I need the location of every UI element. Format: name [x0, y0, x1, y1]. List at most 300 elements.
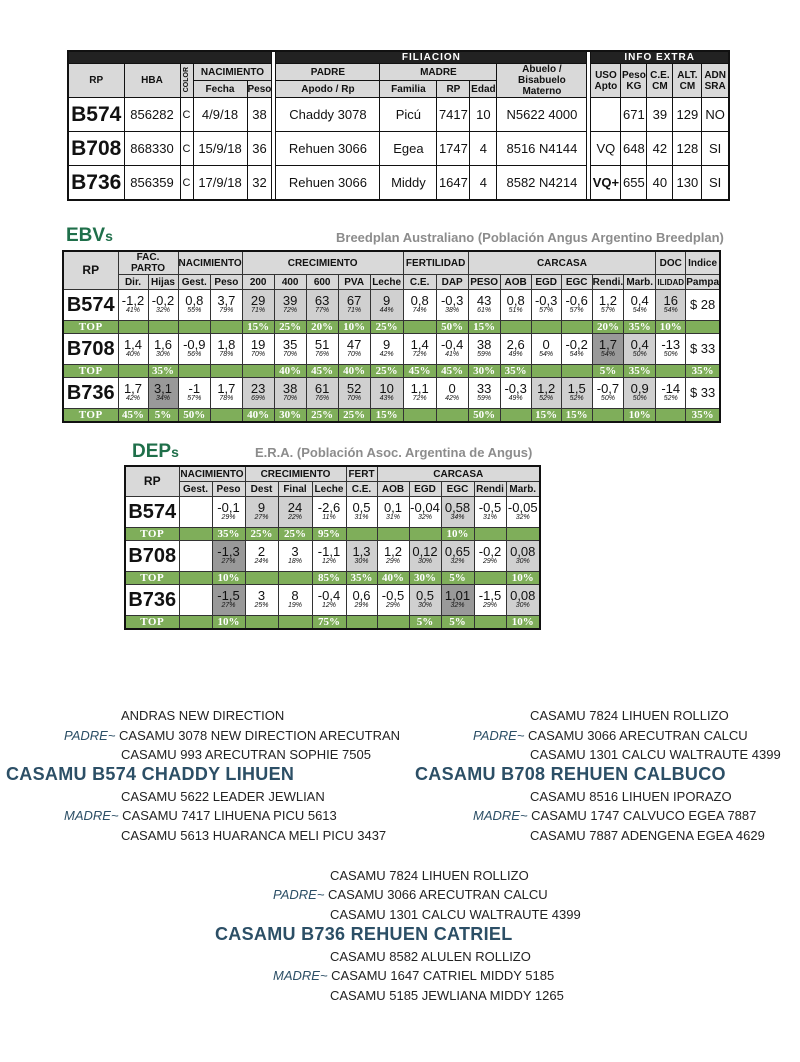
ebv-top-value: [656, 409, 686, 423]
ebv-top-value: [561, 321, 592, 334]
dep-value-cell: [377, 585, 409, 616]
dep-col-0: Gest.: [179, 482, 212, 497]
dep-value: 0,5: [415, 588, 435, 603]
ebv-top-value: 20%: [306, 321, 338, 334]
dep-accuracy: 29%: [482, 558, 497, 565]
ebv-value-cell: [242, 378, 274, 409]
dep-top-value: 5%: [441, 616, 474, 630]
ebv-value-cell: [500, 378, 531, 409]
ebv-value-cell: [148, 334, 178, 365]
b574-dam-line: [64, 808, 337, 823]
b574-sire-line: [64, 728, 400, 743]
ebv-top-value: 25%: [370, 321, 403, 334]
dep-value-cell: [474, 585, 506, 616]
ebv-accuracy: 32%: [155, 307, 170, 314]
ebv-value-cell: [118, 378, 148, 409]
ebv-accuracy: 57%: [539, 307, 554, 314]
b574-name: CASAMU B574 CHADDY LIHUEN: [6, 764, 295, 784]
ebv-accuracy: 40%: [125, 351, 140, 358]
ebv-accuracy: 57%: [187, 395, 202, 402]
ebv-accuracy: 41%: [445, 351, 460, 358]
dep-top-value: 35%: [346, 572, 377, 585]
ebv-value: 63: [314, 293, 330, 308]
cell-adn: SI: [702, 132, 729, 166]
ebv-accuracy: 79%: [219, 307, 234, 314]
ebv-accuracy: 70%: [283, 395, 298, 402]
dep-col-2: Dest: [245, 482, 278, 497]
ebv-col-15: Rendi.: [592, 276, 624, 288]
dep-top-value: [278, 616, 312, 630]
dep-accuracy: 32%: [450, 602, 465, 609]
ebv-value-cell: [592, 290, 624, 321]
ebv-col-14: EGC: [561, 275, 592, 290]
col-color: COLOR: [180, 64, 193, 98]
ebv-accuracy: 54%: [632, 307, 647, 314]
dep-accuracy: 29%: [354, 602, 369, 609]
ebv-value-cell: [211, 290, 243, 321]
ebv-value-cell: [242, 290, 274, 321]
cell-peso: 36: [247, 132, 272, 166]
dep-accuracy: 30%: [354, 558, 369, 565]
ebv-top-row: [63, 409, 720, 423]
dep-value: -0,5: [381, 588, 405, 603]
ebv-accuracy: 49%: [508, 351, 523, 358]
cell-padre: Rehuen 3066: [276, 166, 380, 201]
dep-value-cell: [212, 541, 245, 572]
dep-accuracy: 30%: [515, 602, 530, 609]
ebv-value: 0,8: [506, 293, 525, 308]
cell-peso: 38: [247, 98, 272, 132]
ebv-col-9: C.E.: [403, 275, 436, 290]
cell-hba: 856282: [124, 98, 180, 132]
ebv-top-value: [500, 409, 531, 423]
cell-peso: 32: [247, 166, 272, 201]
ebv-accuracy: 70%: [251, 351, 266, 358]
dep-col-6: AOB: [377, 482, 409, 497]
dep-value: -0,05: [507, 500, 538, 515]
ebv-value-cell: [306, 290, 338, 321]
cell-familia: Middy: [380, 166, 437, 201]
dep-top-value: 30%: [409, 572, 441, 585]
b574-maternal-grandsire: CASAMU 5622 LEADER JEWLIAN: [121, 789, 325, 804]
ebv-top-row: [63, 321, 720, 334]
ebv-value: 1,4: [410, 337, 429, 352]
dep-value-cell: [278, 541, 312, 572]
dep-value-cell: [179, 585, 212, 616]
madre-label: MADRE~: [273, 968, 328, 983]
cell-uso: [591, 98, 621, 132]
ebv-top-value: 10%: [656, 321, 686, 334]
b574-maternal-granddam: CASAMU 5613 HUARANCA MELI PICU 3437: [121, 828, 387, 843]
dep-col-1: Peso: [212, 482, 245, 497]
dep-value: 0,08: [510, 544, 536, 559]
b708-name: CASAMU B708 REHUEN CALBUCO: [415, 764, 726, 784]
ebv-accuracy: 78%: [219, 351, 234, 358]
ebv-value: 1,6: [153, 337, 173, 352]
b736-maternal-grandsire: CASAMU 8582 ALULEN ROLLIZO: [330, 949, 531, 964]
ebv-value-cell: [656, 334, 686, 365]
dep-accuracy: 29%: [385, 558, 400, 565]
ebv-value: -0,2: [565, 337, 588, 352]
animal-info-table: [67, 50, 730, 201]
cell-familia: Picú: [380, 98, 437, 132]
dep-accuracy: 29%: [221, 514, 236, 521]
ebv-rp: B736: [63, 378, 118, 409]
b736-name: CASAMU B736 REHUEN CATRIEL: [215, 924, 513, 944]
ebv-accuracy: 50%: [632, 395, 647, 402]
ebv-value-cell: [338, 378, 370, 409]
ebv-top-value: 45%: [403, 365, 436, 378]
ebv-value: 35: [282, 337, 298, 352]
dep-value-cell: [409, 497, 441, 528]
cell-rp: B574: [68, 98, 124, 132]
ebv-value: 1,5: [567, 381, 586, 396]
ebv-top-value: [178, 321, 211, 334]
ebv-value: 0,9: [630, 381, 649, 396]
ebv-top-value: [242, 365, 274, 378]
dep-top-value: 10%: [506, 616, 540, 630]
ebv-value: 29: [250, 293, 266, 308]
dep-value: 24: [287, 500, 303, 515]
dep-top-value: [474, 528, 506, 541]
ebv-col-5: 400: [274, 275, 306, 290]
ebv-value: 0: [448, 381, 456, 396]
dep-value-cell: [441, 497, 474, 528]
ebv-indice: $ 33: [686, 378, 720, 409]
ebv-animal-row: [63, 378, 720, 409]
ebv-value: 9: [383, 293, 391, 308]
padre-label: PADRE~: [473, 728, 525, 743]
ebv-value-cell: [531, 378, 561, 409]
cell-abuelo: 8582 N4214: [497, 166, 587, 201]
dep-top-row: [125, 528, 540, 541]
cell-alt: 129: [673, 98, 702, 132]
dep-rp: B708: [125, 541, 179, 572]
ebv-accuracy: 72%: [412, 351, 427, 358]
dep-animal-row: [125, 541, 540, 572]
ebv-value-cell: [531, 334, 561, 365]
dep-accuracy: 27%: [221, 558, 236, 565]
ebv-rp: B574: [63, 290, 118, 321]
cell-padre: Rehuen 3066: [276, 132, 380, 166]
ebv-col-6: 600: [306, 275, 338, 290]
ebv-top-row: [63, 365, 720, 378]
col-ce: C.E. CM: [647, 64, 673, 98]
animal-row: [68, 166, 729, 201]
ebv-col-16: Marb.: [624, 275, 656, 290]
dep-accuracy: 32%: [417, 514, 432, 521]
ebv-value: 1,2: [537, 381, 556, 396]
dep-accuracy: 25%: [254, 602, 269, 609]
dep-col-3: Final: [278, 482, 312, 497]
ebv-top-value: [148, 321, 178, 334]
ebv-value: 1,2: [598, 293, 617, 308]
dep-top-value: [474, 572, 506, 585]
ebv-value-cell: [370, 378, 403, 409]
ebv-top-value: 45%: [118, 409, 148, 423]
ebv-value: 39: [282, 293, 298, 308]
ebv-value: -0,3: [534, 293, 558, 308]
dep-col-7: EGD: [409, 482, 441, 497]
dep-top-value: 10%: [441, 528, 474, 541]
ebv-value: -0,3: [504, 381, 527, 396]
ebv-top-value: 25%: [338, 409, 370, 423]
dep-group-nacimiento: NACIMIENTO: [179, 466, 245, 482]
ebv-value-cell: [274, 290, 306, 321]
cell-fecha: 17/9/18: [193, 166, 247, 201]
ebv-top-value: 25%: [306, 409, 338, 423]
ebv-accuracy: 42%: [379, 351, 394, 358]
dep-col-rp: RP: [125, 466, 179, 497]
ebv-col-3: Peso: [211, 275, 243, 290]
ebv-top-value: 20%: [592, 321, 624, 334]
ebv-accuracy: 52%: [663, 395, 678, 402]
ebv-col-7: PVA: [338, 275, 370, 290]
dep-value-cell: [179, 541, 212, 572]
ebv-value: 38: [282, 381, 298, 396]
band-blank: [68, 51, 272, 64]
col-rp: RP: [68, 64, 124, 98]
ebv-accuracy: 50%: [600, 395, 615, 402]
cell-padre: Chaddy 3078: [276, 98, 380, 132]
ebv-col-0: Dir.: [118, 275, 148, 290]
cell-hba: 856359: [124, 166, 180, 201]
ebv-value-cell: [148, 290, 178, 321]
dep-top-value: 40%: [377, 572, 409, 585]
ebv-col-1: Hijas: [148, 275, 178, 290]
dep-top-label: TOP: [125, 616, 179, 630]
col-uso: USO Apto: [591, 64, 621, 98]
col-edad: Edad: [470, 81, 497, 98]
col-alt: ALT. CM: [673, 64, 702, 98]
ebv-col-doc: ILIDAD: [656, 275, 686, 290]
ebv-top-value: 25%: [370, 365, 403, 378]
b574-paternal-granddam: CASAMU 993 ARECUTRAN SOPHIE 7505: [121, 747, 371, 762]
dep-top-value: 5%: [409, 616, 441, 630]
dep-section: [124, 465, 541, 630]
dep-title: DEPs: [132, 441, 179, 462]
dep-top-row: [125, 616, 540, 630]
cell-color: C: [180, 166, 193, 201]
dep-value-cell: [474, 497, 506, 528]
dep-col-5: C.E.: [346, 482, 377, 497]
cell-madre-rp: 1647: [437, 166, 470, 201]
ebv-accuracy: 54%: [539, 351, 554, 358]
dep-accuracy: 30%: [417, 558, 432, 565]
dep-accuracy: 27%: [221, 602, 236, 609]
ebv-value: 38: [476, 337, 492, 352]
ebv-value: 0,8: [185, 293, 204, 308]
ebv-value-cell: [624, 334, 656, 365]
dep-value-cell: [278, 585, 312, 616]
ebv-group-nacimiento: NACIMIENTO: [178, 251, 242, 275]
ebv-value-cell: [118, 334, 148, 365]
cell-rp: B708: [68, 132, 124, 166]
cell-peso-kg: 671: [621, 98, 647, 132]
ebv-accuracy: 70%: [283, 351, 298, 358]
cell-color: C: [180, 98, 193, 132]
dep-value: -0,4: [317, 588, 341, 603]
dep-top-value: [409, 528, 441, 541]
dep-value-cell: [441, 541, 474, 572]
ebv-top-value: 40%: [242, 409, 274, 423]
ebv-table: [62, 250, 721, 423]
ebv-top-value: [211, 365, 243, 378]
ebv-value-cell: [148, 378, 178, 409]
ebv-group-doc: DOC: [656, 251, 686, 275]
ebv-top-value: [561, 365, 592, 378]
ebv-col-8: Leche: [370, 275, 403, 290]
ebv-value-cell: [592, 378, 624, 409]
ebv-accuracy: 78%: [219, 395, 234, 402]
b736-dam: CASAMU 1647 CATRIEL MIDDY 5185: [331, 968, 555, 983]
ebv-top-value: 35%: [148, 365, 178, 378]
ebv-indice: $ 28: [686, 290, 720, 321]
ebv-top-value: 30%: [274, 409, 306, 423]
dep-top-value: [474, 616, 506, 630]
dep-accuracy: 27%: [254, 514, 269, 521]
dep-col-4: Leche: [312, 482, 346, 497]
dep-value-cell: [409, 541, 441, 572]
ebv-accuracy: 54%: [569, 351, 584, 358]
dep-top-label: TOP: [125, 572, 179, 585]
ebv-top-value: 45%: [436, 365, 468, 378]
col-adn: ADN SRA: [702, 64, 729, 98]
ebv-value: 67: [346, 293, 362, 308]
ebv-value: -0,2: [151, 293, 175, 308]
dep-value: 1,2: [383, 544, 403, 559]
dep-value-cell: [179, 497, 212, 528]
dep-value: -1,1: [317, 544, 341, 559]
ebv-top-value: [211, 409, 243, 423]
ebv-subtitle: Breedplan Australiano (Población Angus Argentino Breedplan): [336, 230, 724, 245]
dep-accuracy: 19%: [287, 602, 302, 609]
ebv-top-value: 35%: [624, 365, 656, 378]
b574-paternal-grandsire: ANDRAS NEW DIRECTION: [121, 708, 285, 723]
ebv-accuracy: 56%: [187, 351, 202, 358]
ebv-value: 0,8: [410, 293, 429, 308]
dep-value-cell: [346, 585, 377, 616]
ebv-indice: $ 33: [686, 334, 720, 365]
ebv-accuracy: 61%: [477, 307, 492, 314]
dep-value-cell: [506, 497, 540, 528]
ebv-value: 52: [346, 381, 362, 396]
dep-value-cell: [409, 585, 441, 616]
dep-top-value: [377, 528, 409, 541]
ebv-value: -13: [661, 337, 681, 352]
ebv-value-cell: [561, 378, 592, 409]
ebv-col-2: Gest.: [178, 275, 211, 290]
dep-accuracy: 11%: [322, 514, 336, 521]
dep-top-value: 95%: [312, 528, 346, 541]
dep-value: -0,5: [478, 500, 502, 515]
dep-top-label: TOP: [125, 528, 179, 541]
dep-value-cell: [506, 585, 540, 616]
dep-value: -0,1: [217, 500, 240, 515]
dep-top-value: 85%: [312, 572, 346, 585]
ebv-value: -0,3: [440, 293, 464, 308]
dep-accuracy: 29%: [385, 602, 400, 609]
ebv-accuracy: 52%: [569, 395, 584, 402]
dep-value: -1,5: [478, 588, 502, 603]
dep-top-value: [245, 572, 278, 585]
cell-abuelo: N5622 4000: [497, 98, 587, 132]
b736-sire: CASAMU 3066 ARECUTRAN CALCU: [328, 887, 548, 902]
madre-label: MADRE~: [473, 808, 528, 823]
ebv-top-value: 35%: [500, 365, 531, 378]
ebv-value: 10: [379, 381, 394, 396]
ebv-group-crecimiento: CRECIMIENTO: [242, 251, 403, 275]
ebv-accuracy: 74%: [412, 307, 427, 314]
dep-accuracy: 34%: [450, 514, 465, 521]
col-padre: PADRE: [276, 64, 380, 81]
dep-value-cell: [245, 541, 278, 572]
ebv-top-value: [178, 365, 211, 378]
dep-value-cell: [245, 497, 278, 528]
cell-madre-rp: 7417: [437, 98, 470, 132]
dep-value: 1,01: [444, 588, 471, 603]
cell-alt: 128: [673, 132, 702, 166]
ebv-accuracy: 70%: [347, 351, 362, 358]
ebv-col-4: 200: [242, 275, 274, 290]
ebv-value: 3,1: [153, 381, 173, 396]
dep-value: 9: [257, 500, 266, 515]
dep-value: -0,2: [478, 544, 502, 559]
dep-accuracy: 24%: [254, 558, 269, 565]
dep-accuracy: 30%: [515, 558, 530, 565]
ebv-rp: B708: [63, 334, 118, 365]
ebv-title: EBVs: [66, 225, 113, 246]
dep-value-cell: [441, 585, 474, 616]
dep-value-cell: [474, 541, 506, 572]
ebv-top-value: [403, 409, 436, 423]
ebv-value-cell: [306, 378, 338, 409]
ebv-value-cell: [592, 334, 624, 365]
ebv-value: -0,6: [565, 293, 588, 308]
cell-ce: 39: [647, 98, 673, 132]
col-madre-rp: RP: [437, 81, 470, 98]
dep-value: -1,3: [217, 544, 240, 559]
dep-value: 1,3: [352, 544, 371, 559]
animal-row: [68, 132, 729, 166]
dep-value-cell: [377, 541, 409, 572]
ebv-value-cell: [531, 290, 561, 321]
dep-value-cell: [312, 541, 346, 572]
b708-maternal-granddam: CASAMU 7887 ADENGENA EGEA 4629: [530, 828, 765, 843]
dep-top-value: [377, 616, 409, 630]
cell-adn: SI: [702, 166, 729, 201]
ebv-value: 51: [314, 337, 330, 352]
ebv-value-cell: [370, 290, 403, 321]
ebv-top-value: 15%: [242, 321, 274, 334]
col-madre: MADRE: [380, 64, 497, 81]
ebv-accuracy: 57%: [569, 307, 584, 314]
dep-group-fert: FERT: [346, 466, 377, 482]
ebv-top-value: [531, 321, 561, 334]
cell-fecha: 15/9/18: [193, 132, 247, 166]
ebv-top-value: 10%: [624, 409, 656, 423]
col-peso-kg: Peso KG: [621, 64, 647, 98]
dep-top-value: 25%: [245, 528, 278, 541]
ebv-col-indice: Pampa: [686, 276, 720, 288]
ebv-top-value: [500, 321, 531, 334]
cell-edad: 4: [470, 132, 497, 166]
ebv-top-value: 40%: [338, 365, 370, 378]
ebv-accuracy: 70%: [347, 395, 362, 402]
col-abuelo: Abuelo / Bisabuelo Materno: [497, 64, 587, 98]
ebv-top-value: [686, 321, 720, 334]
ebv-value: 1,7: [123, 381, 143, 396]
